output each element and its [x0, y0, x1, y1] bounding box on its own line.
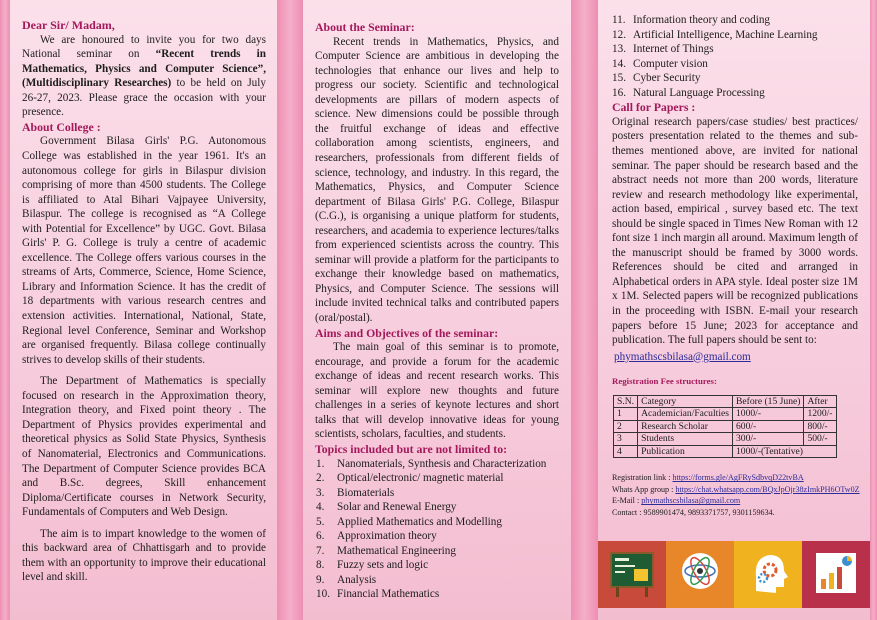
list-item: 15. Cyber Security [612, 72, 701, 85]
fee-heading: Registration Fee structures: [612, 376, 717, 387]
list-item: 3. Biomaterials [316, 486, 395, 499]
email-small-line: E-Mail : phymathscsbilasa@gmail.com [612, 496, 741, 506]
blackboard-icon [598, 541, 666, 608]
physics-image [666, 541, 734, 608]
registration-link[interactable]: https://forms.gle/AgFRySdbvqD22tvBA [672, 473, 804, 483]
list-item: 11. Information theory and coding [612, 14, 771, 26]
list-item: 14. Computer vision [612, 57, 708, 70]
fold-strip-2 [571, 0, 598, 620]
aim-paragraph: The aim is to impart knowledge to the women of this backward area of Chhattisgarh and to provide them with an opportunity to improve their educational level and skill. [22, 527, 266, 584]
call-for-papers-heading: Call for Papers : [612, 100, 696, 115]
table-row: 3 Students 300/- 500/- [614, 433, 837, 446]
list-item: 13. Internet of Things [612, 43, 714, 56]
list-item: 2. Optical/electronic/ magnetic material [316, 472, 504, 485]
table-header-row: S.N. Category Before (15 June) After [614, 395, 837, 408]
contact-line: Contact : 9589901474, 9893371757, 9301159634. [612, 507, 775, 517]
topics-list [315, 457, 559, 602]
list-item: 7. Mathematical Engineering [316, 544, 456, 557]
table-row: 2 Research Scholar 600/- 800/- [614, 420, 837, 433]
seminar-paragraph: Recent trends in Mathematics, Physics, and Computer Science are ambitious in developing the technologies that enhance our lives and help to progress our society. Scientific and technological developments are pillars of modern aspects of science. New dimensions could be possible through the fruitful exchange of ideas and effective collaboration among scientists, engineers, and researchers, professionals from different fields of science, technology, and industry. In this regard, the Mathematics, Physics, and Computer Science department of Bilasa Girls' P.G. College, Bilaspur (C.G.), is organising a unique platform for students, researchers, and academia to experience lectures/talks from experienced scientists across the country. This seminar will provide a platform for the participants to exchange their knowledge based on mathematics, Physics, and Computer Science. The sessions will include invited technical talks and contributed papers (oral/postal). [315, 35, 559, 324]
email-link[interactable]: phymathscsbilasa@gmail.com [614, 350, 751, 363]
list-item: 12. Artificial Intelligence, Machine Learning [612, 28, 818, 41]
fold-strip-1 [277, 0, 303, 620]
topics-list-continued [612, 13, 858, 100]
table-row: 4 Publication 1000/-(Tentative) [614, 445, 837, 458]
list-item: 10. Financial Mathematics [316, 588, 440, 601]
table-row: 1 Academician/Faculties 1000/- 1200/- [614, 408, 837, 421]
list-item: 5. Applied Mathematics and Modelling [316, 515, 502, 528]
college-paragraph: Government Bilasa Girls' P.G. Autonomous College was established in the year 1961. It's an autonomous college for girls in Bilaspur division comprising of more than 4500 students. The College is affiliated to Atal Bihari Vajpayee University, Bilaspur. The college is recognised as “A College with Potential for Excellence” by UGC. Govt. Bilasa Girls' P. G. College is truly a centre of academic excellence. The College offers various courses in the streams of Arts, Commerce, Science, Home Science, Library and Information Science. It has the credit of 18 departments with various research centres and extension activities. International, National, State, Regional level Conference, Seminar and Workshop are organised frequently. Bilasa college continually strives to develop skills of their students. [22, 135, 266, 366]
panel-seminar [303, 0, 571, 620]
list-item: 8. Fuzzy sets and logic [316, 559, 429, 572]
department-paragraph: The Department of Mathematics is specially focused on research in the Approximation theory, Integration theory, and Fixed point theory . The Department of Physics provides experimental and theoretical physics as Solid State Physics, Synthesis of Nanomaterial, Electronics and Communications. The Department of Computer Science provides BCA and B.Sc. degrees, Skill enhancement Diploma/Certificate courses in Network Security, Fundamentals of Computers and Web Design. [22, 375, 266, 519]
topics-heading: Topics included but are not limited to: [315, 441, 508, 456]
call-for-papers-paragraph: Original research papers/case studies/ best practices/ posters presentation related to the themes and sub-themes mentioned above, are invited for national seminar. The paper should be research based and the abstract needs not more than 200 words, literature review and research methodology like experimental, action based, empirical , survey based etc. The text should be single spaced in Times New Roman with 12 font size 1 inch margin all around. Maximum length of the manuscript should be framed by 3000 words. References should be cited and arranged in Alphabetical orders in APA style. Ideal poster size 1M x 1M. Selected papers will be recognized publications in the proceeding with ISBN. E-mail your research papers before 15 June; 2023 for acceptance and publication. The full papers should be sent to: [612, 115, 858, 347]
chart-icon [802, 541, 870, 608]
head-gears-icon [734, 541, 802, 608]
atom-icon [666, 541, 734, 608]
edge-strip-right [870, 0, 877, 620]
list-item: 4. Solar and Renewal Energy [316, 501, 457, 514]
panel-invitation [10, 0, 277, 620]
subject-images [598, 541, 870, 608]
invitation-intro: We are honoured to invite you for two days National seminar on [22, 33, 266, 61]
list-item: 1. Nanomaterials, Synthesis and Characterization [316, 457, 547, 470]
aims-paragraph: The main goal of this seminar is to promote, encourage, and provide a forum for the academic exchange of ideas and recent research works. This seminar will explore new thoughts and future challenges in a series of keynote lectures and short talks that will develop innovative ideas for young scientists, scholars, faculties, and students. [315, 341, 559, 441]
list-item: 9. Analysis [316, 573, 377, 586]
seminar-title: “Recent trends in Mathematics, Physics and Computer Science”, (Multidisciplinary Researches) [22, 48, 266, 90]
list-item: 16. Natural Language Processing [612, 86, 765, 99]
contact-block [598, 472, 870, 518]
panel-call-for-papers [598, 0, 870, 620]
computer-science-image [734, 541, 802, 608]
email-line [612, 350, 858, 365]
invitation-text [22, 33, 266, 120]
greeting: Dear Sir/ Madam, [22, 18, 115, 32]
list-item: 6. Approximation theory [316, 530, 437, 543]
about-college-heading: About College : [22, 119, 101, 134]
statistics-image [802, 541, 870, 608]
aims-heading: Aims and Objectives of the seminar: [315, 325, 499, 340]
about-seminar-heading: About the Seminar: [315, 20, 415, 34]
mathematics-image [598, 541, 666, 608]
email-small-link[interactable]: phymathscsbilasa@gmail.com [641, 496, 741, 506]
whatsapp-line: Whats App group : https://chat.whatsapp.com/BQxJpOjr38zImkPH6OTw0Z [612, 484, 860, 494]
fee-table [613, 395, 837, 459]
registration-line: Registration link : https://forms.gle/AgFRySdbvqD22tvBA [612, 473, 804, 483]
edge-strip-left [0, 0, 10, 620]
invitation-date: to be held on July 26-27, 2023. Please grace the occasion with your presence. [22, 77, 266, 119]
whatsapp-link[interactable]: https://chat.whatsapp.com/BQxJpOjr38zImkPH6OTw0Z [675, 484, 860, 494]
